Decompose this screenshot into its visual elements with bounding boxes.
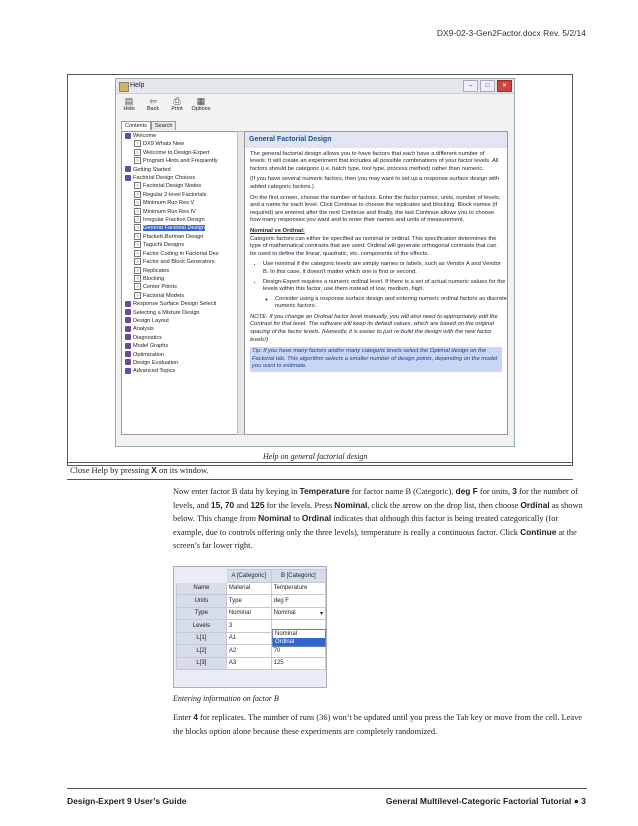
hide-button[interactable]: ▤ Hide <box>123 96 135 112</box>
tree-item[interactable] <box>122 283 238 291</box>
content-bullet: • Use nominal if the categoric levels are simply names or labels, such as Vendor A and Vendor B. In this case, it doesn't matter which one is first or second. <box>263 261 507 276</box>
page-icon: ? <box>134 216 141 223</box>
tree-item[interactable] <box>122 166 238 174</box>
page-icon: ? <box>134 182 141 189</box>
minimize-button[interactable]: – <box>463 80 478 92</box>
row-header-levels: Levels <box>177 620 227 633</box>
tree-item-label: Blocking <box>143 275 165 282</box>
close-button[interactable]: ✕ <box>497 80 512 92</box>
grid-corner <box>177 570 227 583</box>
tree-item-label: Minimum Run Res V <box>143 200 195 207</box>
tree-item-label: Irregular Fraction Design <box>143 217 205 224</box>
factor-entry-grid <box>173 566 327 688</box>
printer-icon: ⎙ <box>173 96 181 106</box>
book-icon <box>125 359 131 365</box>
tree-item[interactable] <box>122 275 238 283</box>
tree-item-label: Optimization <box>133 351 165 358</box>
tree-item-label: Plackett-Burman Design <box>143 233 204 240</box>
help-window-title: Help <box>130 82 145 89</box>
tree-item-label: Advanced Topics <box>133 368 176 375</box>
book-icon <box>125 368 131 374</box>
tree-item-label: Factorial Design Choices <box>133 175 196 182</box>
row-header-l3: L[3] <box>177 657 227 670</box>
row-header-type: Type <box>177 607 227 620</box>
tree-item-label: Replicates <box>143 267 170 274</box>
book-icon <box>125 175 131 181</box>
instruction-paragraph: Now enter factor B data by keying in Temperature for factor name B (Categoric), deg F for units, 3 for the number of levels, and 15, 70 and 125 for the levels. Press Nominal, click the arrow on the drop list, then choose Ordinal as shown below. This change from Nominal to Ordinal indicates that although this factor is being treated categorically (for example, due to controls offering only the three levels), temperature is really a continuous factor. Click Continue at the screen’s far lower right. <box>173 486 583 551</box>
page-icon: ? <box>134 199 141 206</box>
tree-item[interactable] <box>122 216 238 224</box>
tree-item-label: Program Hints and Frequently <box>143 158 218 165</box>
tree-item[interactable] <box>122 241 238 249</box>
cell-b-l2[interactable]: 70 <box>271 645 325 658</box>
tree-item[interactable] <box>122 140 238 148</box>
divider <box>67 479 573 480</box>
row-header-units: Units <box>177 595 227 608</box>
tree-item-label: Getting Started <box>133 166 171 173</box>
tree-item[interactable] <box>122 182 238 190</box>
tree-item-label: Regular 2-level Factorials <box>143 191 207 198</box>
tree-item-label: Welcome to Design-Expert <box>143 149 210 156</box>
tab-contents[interactable]: Contents <box>121 121 151 130</box>
back-arrow-icon: ⇦ <box>149 96 157 106</box>
cell-a-l1[interactable]: A1 <box>226 632 271 645</box>
page-icon: ? <box>134 157 141 164</box>
footer-rule <box>67 788 587 789</box>
tree-item-label: Design Layout <box>133 317 169 324</box>
tree-item[interactable] <box>122 157 238 165</box>
book-icon <box>125 301 131 307</box>
options-button[interactable]: ▦ Options <box>191 96 211 112</box>
page-icon: ? <box>134 233 141 240</box>
footer-right: General Multilevel-Categoric Factorial Tutorial ● 3 <box>385 796 586 806</box>
page-icon: ? <box>134 191 141 198</box>
tree-item-label: Center Points <box>143 284 177 291</box>
dropdown-option-ordinal[interactable]: Ordinal <box>273 638 325 646</box>
tree-item-label: Welcome <box>133 133 157 139</box>
back-button[interactable]: ⇦ Back <box>146 96 160 112</box>
cell-a-name[interactable]: Material <box>226 582 271 595</box>
tree-item[interactable] <box>122 300 238 308</box>
book-icon <box>125 317 131 323</box>
book-icon <box>125 326 131 332</box>
page-icon: ? <box>134 292 141 299</box>
page-icon: ? <box>134 283 141 290</box>
page-icon: ? <box>134 140 141 147</box>
contents-tree <box>121 131 239 435</box>
column-header-b[interactable]: B [Categoric] <box>271 570 325 583</box>
book-icon <box>125 343 131 349</box>
cell-b-units[interactable]: deg F <box>271 595 325 608</box>
tree-item-label: DX9 Whats New <box>143 141 185 148</box>
tree-item[interactable] <box>122 208 238 216</box>
tree-item[interactable] <box>122 149 238 157</box>
dropdown-option-nominal[interactable]: Nominal <box>275 631 298 637</box>
help-content-pane <box>244 131 508 435</box>
book-icon <box>125 334 131 340</box>
page-icon: ? <box>134 224 141 231</box>
tree-item[interactable] <box>122 325 238 333</box>
tree-item[interactable] <box>122 309 238 317</box>
tree-item[interactable] <box>122 174 238 182</box>
page-header: DX9-02-3-Gen2Factor.docx Rev. 5/2/14 <box>436 28 586 38</box>
help-title-bar <box>116 79 514 94</box>
tree-item[interactable] <box>122 250 238 258</box>
page-icon: ? <box>134 275 141 282</box>
content-bullet: • Design-Expert requires a numeric ordinal level. If there is a set of actual numeric values for the levels within this factor, use them instead of low, medium, high. ◦ Consider using a response surface design and entering numeric ordinal factors as discrete numeric factors. <box>263 279 507 311</box>
tree-item[interactable] <box>122 317 238 325</box>
tree-item[interactable] <box>122 224 238 232</box>
tree-item-label: Taguchi Designs <box>143 242 185 249</box>
tree-item-label: Factorial Models <box>143 292 185 299</box>
tree-item[interactable] <box>122 359 238 367</box>
content-subheading: Nominal vs Ordinal: <box>250 227 305 234</box>
tree-item-label: General Factorial Design <box>143 225 205 232</box>
content-paragraph: On the first screen, choose the number of factors. Enter the factor names, units, number of levels, and a name for each level. Click Continue to choose the replicates and blocking. Block names (if required) are entered after the next Continue and finally, the last Continue allows you to choose how many responses you want and to enter their names and units of measurement. <box>250 194 501 224</box>
tree-item-label: Response Surface Design Selecti <box>133 301 217 308</box>
print-button[interactable]: ⎙ Print <box>171 96 183 112</box>
tree-item-label: Analysis <box>133 326 154 333</box>
type-dropdown-list <box>272 629 326 647</box>
tree-item[interactable] <box>122 334 238 342</box>
options-icon: ▦ <box>196 96 206 106</box>
close-help-instruction: Close Help by pressing X on its window. <box>70 465 209 475</box>
help-tabs <box>121 121 176 130</box>
row-header-name: Name <box>177 582 227 595</box>
content-title: General Factorial Design <box>245 132 507 148</box>
cell-a-l3[interactable]: A3 <box>226 657 271 670</box>
tree-item-label: Model Graphs <box>133 343 169 350</box>
bullet-icon: ● <box>573 796 579 806</box>
cell-a-levels[interactable]: 3 <box>226 620 271 633</box>
figure-caption: Help on general factorial design <box>263 452 368 461</box>
cell-b-name[interactable]: Temperature <box>271 582 325 595</box>
page-icon: ? <box>134 250 141 257</box>
page-icon: ? <box>134 267 141 274</box>
tree-item-label: Selecting a Mixture Design <box>133 309 200 316</box>
cell-a-type[interactable]: Nominal <box>226 607 271 620</box>
column-header-a[interactable]: A [Categoric] <box>226 570 271 583</box>
figure-caption: Entering information on factor B <box>173 694 279 703</box>
book-icon <box>125 166 131 172</box>
content-tip: Tip: If you have many factors and/or many categoric levels select the Optimal design on the Factorial tab. This algorithm selects a smaller number of design points, depending on the model you want to estimate. <box>250 347 502 372</box>
cell-a-l2[interactable]: A2 <box>226 645 271 658</box>
help-toolbar <box>116 94 514 120</box>
page-icon: ? <box>134 241 141 248</box>
tree-item[interactable] <box>122 367 238 375</box>
tree-item[interactable] <box>122 199 238 207</box>
chevron-down-icon[interactable]: ▾ <box>319 611 323 618</box>
tree-item[interactable] <box>122 292 238 300</box>
tree-item-label: Factor and Block Generators <box>143 259 215 266</box>
page-icon: ? <box>134 258 141 265</box>
tree-item[interactable] <box>122 258 238 266</box>
tree-item-label: Diagnostics <box>133 334 162 341</box>
divider <box>67 462 573 463</box>
help-book-icon <box>119 82 129 92</box>
tab-search[interactable]: Search <box>151 121 176 130</box>
footer-left: Design-Expert 9 User’s Guide <box>67 796 187 806</box>
book-icon <box>125 351 131 357</box>
content-paragraph: (If you have several numeric factors, then you may want to set up a response surface design with added categoric factors.) <box>250 176 500 190</box>
tree-item-label: Design Evaluation <box>133 359 179 366</box>
book-icon <box>125 133 131 139</box>
content-sub-bullet: ◦ Consider using a response surface design and entering numeric ordinal factors as discrete numeric factors. <box>275 296 507 311</box>
page-icon: ? <box>134 208 141 215</box>
content-paragraph: Categoric factors can either be specified as nominal or ordinal. This specification determines the type of mathematical contrasts that are used. Ordinal will generate orthogonal contrasts that can be used to define the linear, quadratic, etc. components of the effects. <box>250 235 497 257</box>
tree-item[interactable] <box>122 233 238 241</box>
row-header-l1: L[1] <box>177 632 227 645</box>
tree-item-label: Factorial Design Nodes <box>143 183 202 190</box>
tree-item[interactable] <box>122 132 238 140</box>
page-icon: ? <box>134 149 141 156</box>
content-paragraph: The general factorial design allows you to have factors that each have a different number of levels. It will create an experiment that includes all possible combinations of your factor levels. All factors should be categoric (i.e. batch type, tool type, process method) rather than numeric. <box>250 150 499 172</box>
type-dropdown-b[interactable]: Nominal ▾ <box>271 607 325 620</box>
help-window <box>115 78 515 447</box>
tree-item-label: Minimum Run Res IV <box>143 208 196 215</box>
cell-a-units[interactable]: Type <box>226 595 271 608</box>
instruction-paragraph: Enter 4 for replicates. The number of runs (36) won’t be updated until you press the Tab key or move from the cell. Leave the blocks option alone because these experiments are completely randomized. <box>173 712 582 736</box>
hide-icon: ▤ <box>124 96 134 106</box>
content-note: NOTE: If you change an Ordinal factor level manually, you will also need to appropriately edit the Contrast for that level. The software will keep its default values, which are based on the original spacing of the factor levels. (Honestly, it is easier to just re-build the design with the new factor levels!) <box>250 313 498 343</box>
tree-item[interactable] <box>122 191 238 199</box>
maximize-button[interactable]: □ <box>480 80 495 92</box>
row-header-l2: L[2] <box>177 645 227 658</box>
tree-item[interactable] <box>122 267 238 275</box>
tree-item[interactable] <box>122 342 238 350</box>
cell-b-l3[interactable]: 125 <box>271 657 325 670</box>
tree-item-label: Factor Coding in Factorial Des <box>143 250 219 257</box>
tree-item[interactable] <box>122 351 238 359</box>
book-icon <box>125 309 131 315</box>
